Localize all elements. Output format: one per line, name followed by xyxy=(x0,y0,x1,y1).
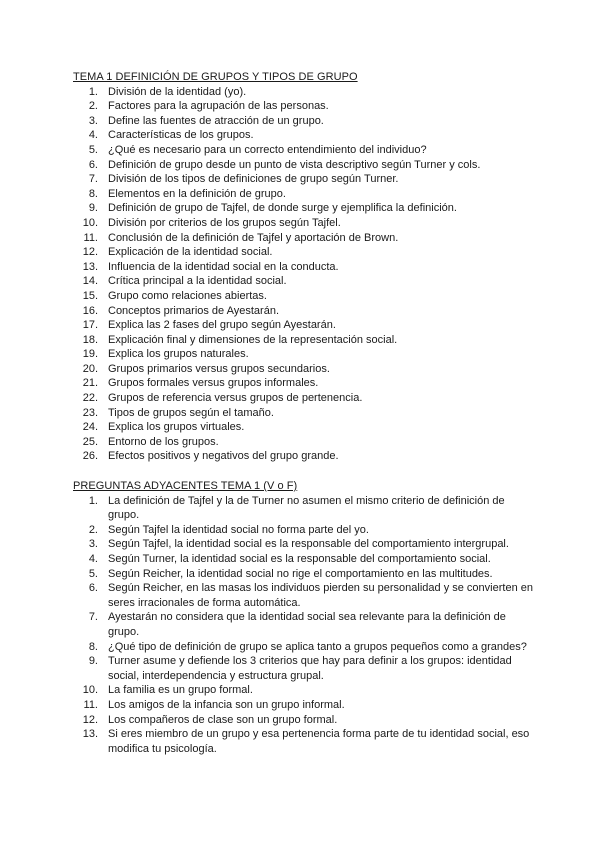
item-text: Factores para la agrupación de las personas. xyxy=(108,100,329,113)
item-text: Entorno de los grupos. xyxy=(108,435,219,448)
item-number: 10. xyxy=(82,216,98,229)
item-number: 20. xyxy=(82,362,98,375)
list-item xyxy=(73,260,533,275)
item-text: La definición de Tajfel y la de Turner no asumen el mismo criterio de definición de grupo. xyxy=(108,494,505,522)
list-item xyxy=(73,435,533,450)
item-text: Define las fuentes de atracción de un grupo. xyxy=(108,114,324,127)
section-heading: PREGUNTAS ADYACENTES TEMA 1 (V o F) xyxy=(73,480,298,492)
list-item xyxy=(73,567,533,582)
item-text: La familia es un grupo formal. xyxy=(108,684,253,697)
item-text: División de los tipos de definiciones de grupo según Turner. xyxy=(108,173,399,186)
item-number: 7. xyxy=(88,173,98,186)
list-item xyxy=(73,201,533,216)
list-item xyxy=(73,654,533,683)
list-item xyxy=(73,143,533,158)
list-item xyxy=(73,172,533,187)
item-text: Explica los grupos naturales. xyxy=(108,348,249,361)
item-number: 24. xyxy=(82,421,98,434)
list-item xyxy=(73,449,533,464)
item-number: 23. xyxy=(82,406,98,419)
question-list xyxy=(73,85,533,464)
item-text: Los compañeros de clase son un grupo formal. xyxy=(108,713,338,726)
item-text: Explica las 2 fases del grupo según Ayestarán. xyxy=(108,319,336,332)
item-text: Elementos en la definición de grupo. xyxy=(108,187,286,200)
true-false-list xyxy=(73,494,533,757)
list-item xyxy=(73,713,533,728)
item-number: 9. xyxy=(88,202,98,215)
list-item xyxy=(73,727,533,756)
item-text: Ayestarán no considera que la identidad social sea relevante para la definición de grupo. xyxy=(108,611,506,638)
section-tema-1 xyxy=(73,70,533,464)
item-text: Conclusión de la definición de Tajfel y aportación de Brown. xyxy=(108,231,399,244)
list-item xyxy=(73,537,533,552)
list-item xyxy=(73,406,533,421)
list-item xyxy=(73,420,533,435)
list-item xyxy=(73,318,533,333)
list-item xyxy=(73,158,533,173)
item-text: Características de los grupos. xyxy=(108,129,254,142)
list-item xyxy=(73,376,533,391)
list-item xyxy=(73,231,533,246)
item-text: Según Reicher, en las masas los individuos pierden su personalidad y se convierten en seres irracionales de forma automática. xyxy=(108,582,533,609)
section-heading: TEMA 1 DEFINICIÓN DE GRUPOS Y TIPOS DE GRUPO xyxy=(73,71,358,83)
item-text: División por criterios de los grupos según Tajfel. xyxy=(108,216,341,229)
item-text: Según Reicher, la identidad social no rige el comportamiento en las multitudes. xyxy=(108,567,493,580)
item-number: 19. xyxy=(82,348,98,361)
list-item xyxy=(73,99,533,114)
item-number: 12. xyxy=(82,713,98,726)
item-text: Efectos positivos y negativos del grupo grande. xyxy=(108,450,339,463)
item-text: ¿Qué es necesario para un correcto entendimiento del individuo? xyxy=(108,143,427,156)
item-text: Explicación de la identidad social. xyxy=(108,246,273,259)
list-item xyxy=(73,347,533,362)
item-text: Explica los grupos virtuales. xyxy=(108,421,245,434)
item-number: 12. xyxy=(82,246,98,259)
item-text: Grupos formales versus grupos informales. xyxy=(108,377,319,390)
item-number: 10. xyxy=(82,684,98,697)
item-text: Según Tajfel, la identidad social es la responsable del comportamiento intergrupal. xyxy=(108,538,509,551)
list-item xyxy=(73,523,533,538)
list-item xyxy=(73,333,533,348)
item-text: Según Tajfel la identidad social no forma parte del yo. xyxy=(108,523,369,536)
item-number: 15. xyxy=(82,289,98,302)
item-number: 18. xyxy=(82,333,98,346)
item-number: 21. xyxy=(82,377,98,390)
item-text: ¿Qué tipo de definición de grupo se aplica tanto a grupos pequeños como a grandes? xyxy=(108,640,527,653)
item-text: Influencia de la identidad social en la conducta. xyxy=(108,260,339,273)
list-item xyxy=(73,274,533,289)
item-number: 8. xyxy=(88,640,98,653)
item-number: 2. xyxy=(88,523,98,536)
item-number: 4. xyxy=(88,129,98,142)
item-number: 1. xyxy=(88,85,98,98)
item-number: 9. xyxy=(88,655,98,668)
item-number: 2. xyxy=(88,100,98,113)
item-number: 7. xyxy=(88,611,98,624)
item-text: Grupo como relaciones abiertas. xyxy=(108,289,267,302)
list-item xyxy=(73,187,533,202)
item-text: Crítica principal a la identidad social. xyxy=(108,275,287,288)
list-item xyxy=(73,494,533,523)
item-number: 6. xyxy=(88,158,98,171)
list-item xyxy=(73,304,533,319)
item-number: 1. xyxy=(88,494,98,507)
item-number: 6. xyxy=(88,582,98,595)
list-item xyxy=(73,391,533,406)
item-number: 8. xyxy=(88,187,98,200)
item-text: Según Turner, la identidad social es la responsable del comportamiento social. xyxy=(108,552,491,565)
list-item xyxy=(73,581,533,610)
item-text: Grupos de referencia versus grupos de pertenencia. xyxy=(108,392,363,405)
item-text: Grupos primarios versus grupos secundarios. xyxy=(108,362,330,375)
item-text: Los amigos de la infancia son un grupo informal. xyxy=(108,698,345,711)
list-item xyxy=(73,362,533,377)
item-text: Definición de grupo de Tajfel, de donde surge y ejemplifica la definición. xyxy=(108,202,457,215)
item-text: Explicación final y dimensiones de la representación social. xyxy=(108,333,398,346)
list-item xyxy=(73,114,533,129)
item-number: 13. xyxy=(82,728,98,741)
list-item xyxy=(73,640,533,655)
item-number: 4. xyxy=(88,552,98,565)
item-text: Conceptos primarios de Ayestarán. xyxy=(108,304,279,317)
item-number: 11. xyxy=(83,698,98,711)
item-text: Turner asume y defiende los 3 criterios que hay para definir a los grupos: identidad social, interdependencia y estructura grupal. xyxy=(108,655,512,682)
list-item xyxy=(73,245,533,260)
item-number: 16. xyxy=(82,304,98,317)
item-number: 11. xyxy=(83,231,98,244)
item-number: 17. xyxy=(82,319,98,332)
item-number: 26. xyxy=(82,450,98,463)
item-number: 5. xyxy=(88,143,98,156)
list-item xyxy=(73,85,533,100)
item-text: División de la identidad (yo). xyxy=(108,85,247,98)
item-number: 3. xyxy=(88,114,98,127)
item-number: 25. xyxy=(82,435,98,448)
list-item xyxy=(73,216,533,231)
list-item xyxy=(73,289,533,304)
list-item xyxy=(73,610,533,639)
item-number: 3. xyxy=(88,538,98,551)
section-preguntas-adyacentes xyxy=(73,479,533,756)
item-number: 22. xyxy=(82,392,98,405)
item-number: 5. xyxy=(88,567,98,580)
item-text: Tipos de grupos según el tamaño. xyxy=(108,406,274,419)
item-number: 13. xyxy=(82,260,98,273)
item-text: Si eres miembro de un grupo y esa pertenencia forma parte de tu identidad social, eso modifica tu psicología. xyxy=(108,728,530,755)
item-number: 14. xyxy=(82,275,98,288)
list-item xyxy=(73,683,533,698)
list-item xyxy=(73,128,533,143)
list-item xyxy=(73,552,533,567)
item-text: Definición de grupo desde un punto de vista descriptivo según Turner y cols. xyxy=(108,158,481,171)
list-item xyxy=(73,698,533,713)
